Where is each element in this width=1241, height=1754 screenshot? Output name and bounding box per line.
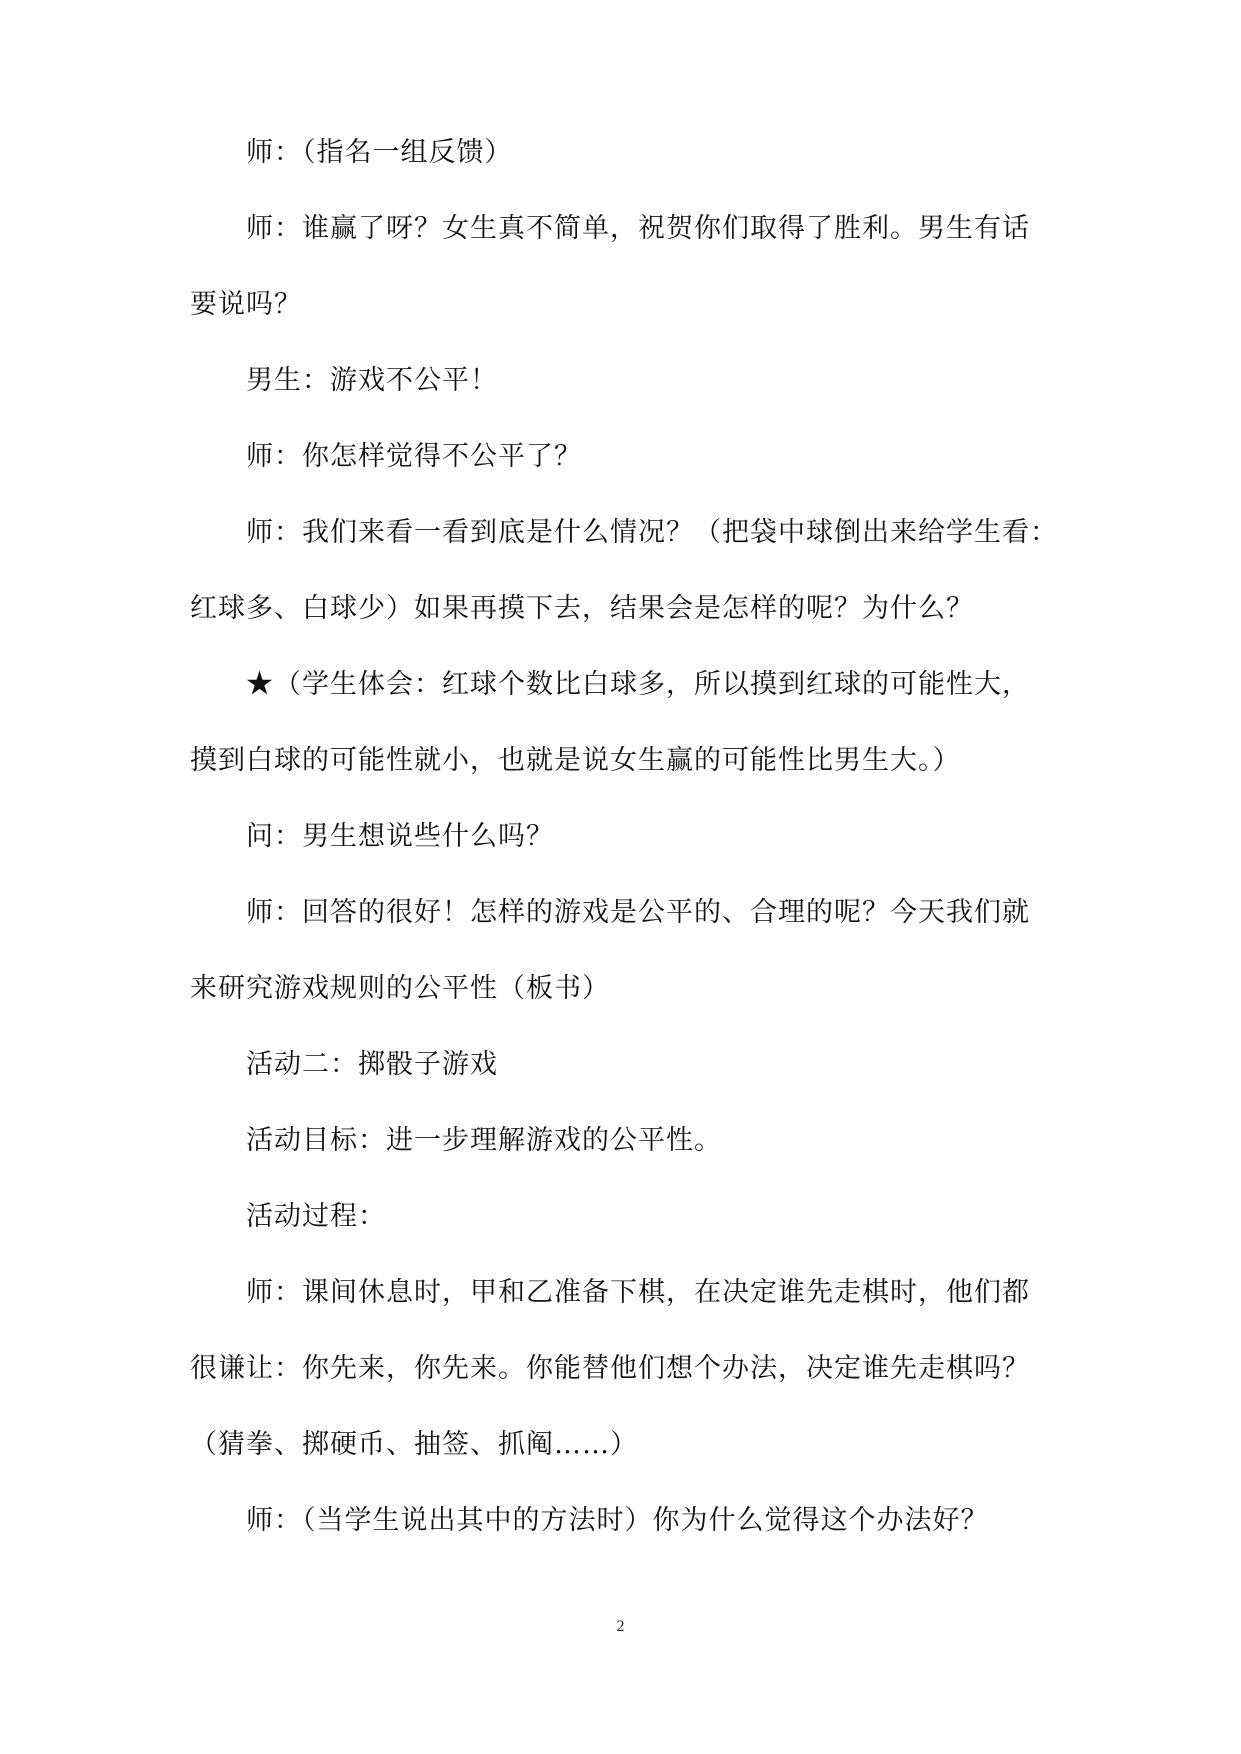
- text-line: 师：（指名一组反馈）: [246, 137, 513, 168]
- text-line: 师：你怎样觉得不公平了？: [246, 441, 582, 472]
- text-line: 很谦让：你先来，你先来。你能替他们想个办法，决定谁先走棋吗？: [190, 1353, 1030, 1384]
- page-number: 2: [616, 1618, 625, 1635]
- text-line: 男生：游戏不公平！: [246, 365, 498, 396]
- text-line: 问：男生想说些什么吗？: [246, 821, 554, 852]
- text-line: （猜拳、掷硬币、抽签、抓阄……）: [190, 1429, 638, 1460]
- text-line: 师：（当学生说出其中的方法时）你为什么觉得这个办法好？: [246, 1505, 989, 1536]
- text-line: 师：我们来看一看到底是什么情况？（把袋中球倒出来给学生看：: [246, 517, 1058, 548]
- text-line: 师：回答的很好！怎样的游戏是公平的、合理的呢？今天我们就: [246, 897, 1030, 928]
- text-line: 要说吗？: [190, 289, 302, 320]
- text-line: ★（学生体会：红球个数比白球多，所以摸到红球的可能性大，: [246, 669, 1030, 700]
- text-line: 师：谁赢了呀？女生真不简单，祝贺你们取得了胜利。男生有话: [246, 213, 1030, 244]
- text-line: 活动目标：进一步理解游戏的公平性。: [246, 1125, 722, 1156]
- text-line: 红球多、白球少）如果再摸下去，结果会是怎样的呢？为什么？: [190, 593, 974, 624]
- text-line: 来研究游戏规则的公平性（板书）: [190, 973, 610, 1004]
- text-line: 摸到白球的可能性就小，也就是说女生赢的可能性比男生大。）: [190, 745, 961, 776]
- text-line: 师：课间休息时，甲和乙准备下棋，在决定谁先走棋时，他们都: [246, 1277, 1030, 1308]
- text-line: 活动二：掷骰子游戏: [246, 1049, 498, 1080]
- text-line: 活动过程：: [246, 1201, 386, 1232]
